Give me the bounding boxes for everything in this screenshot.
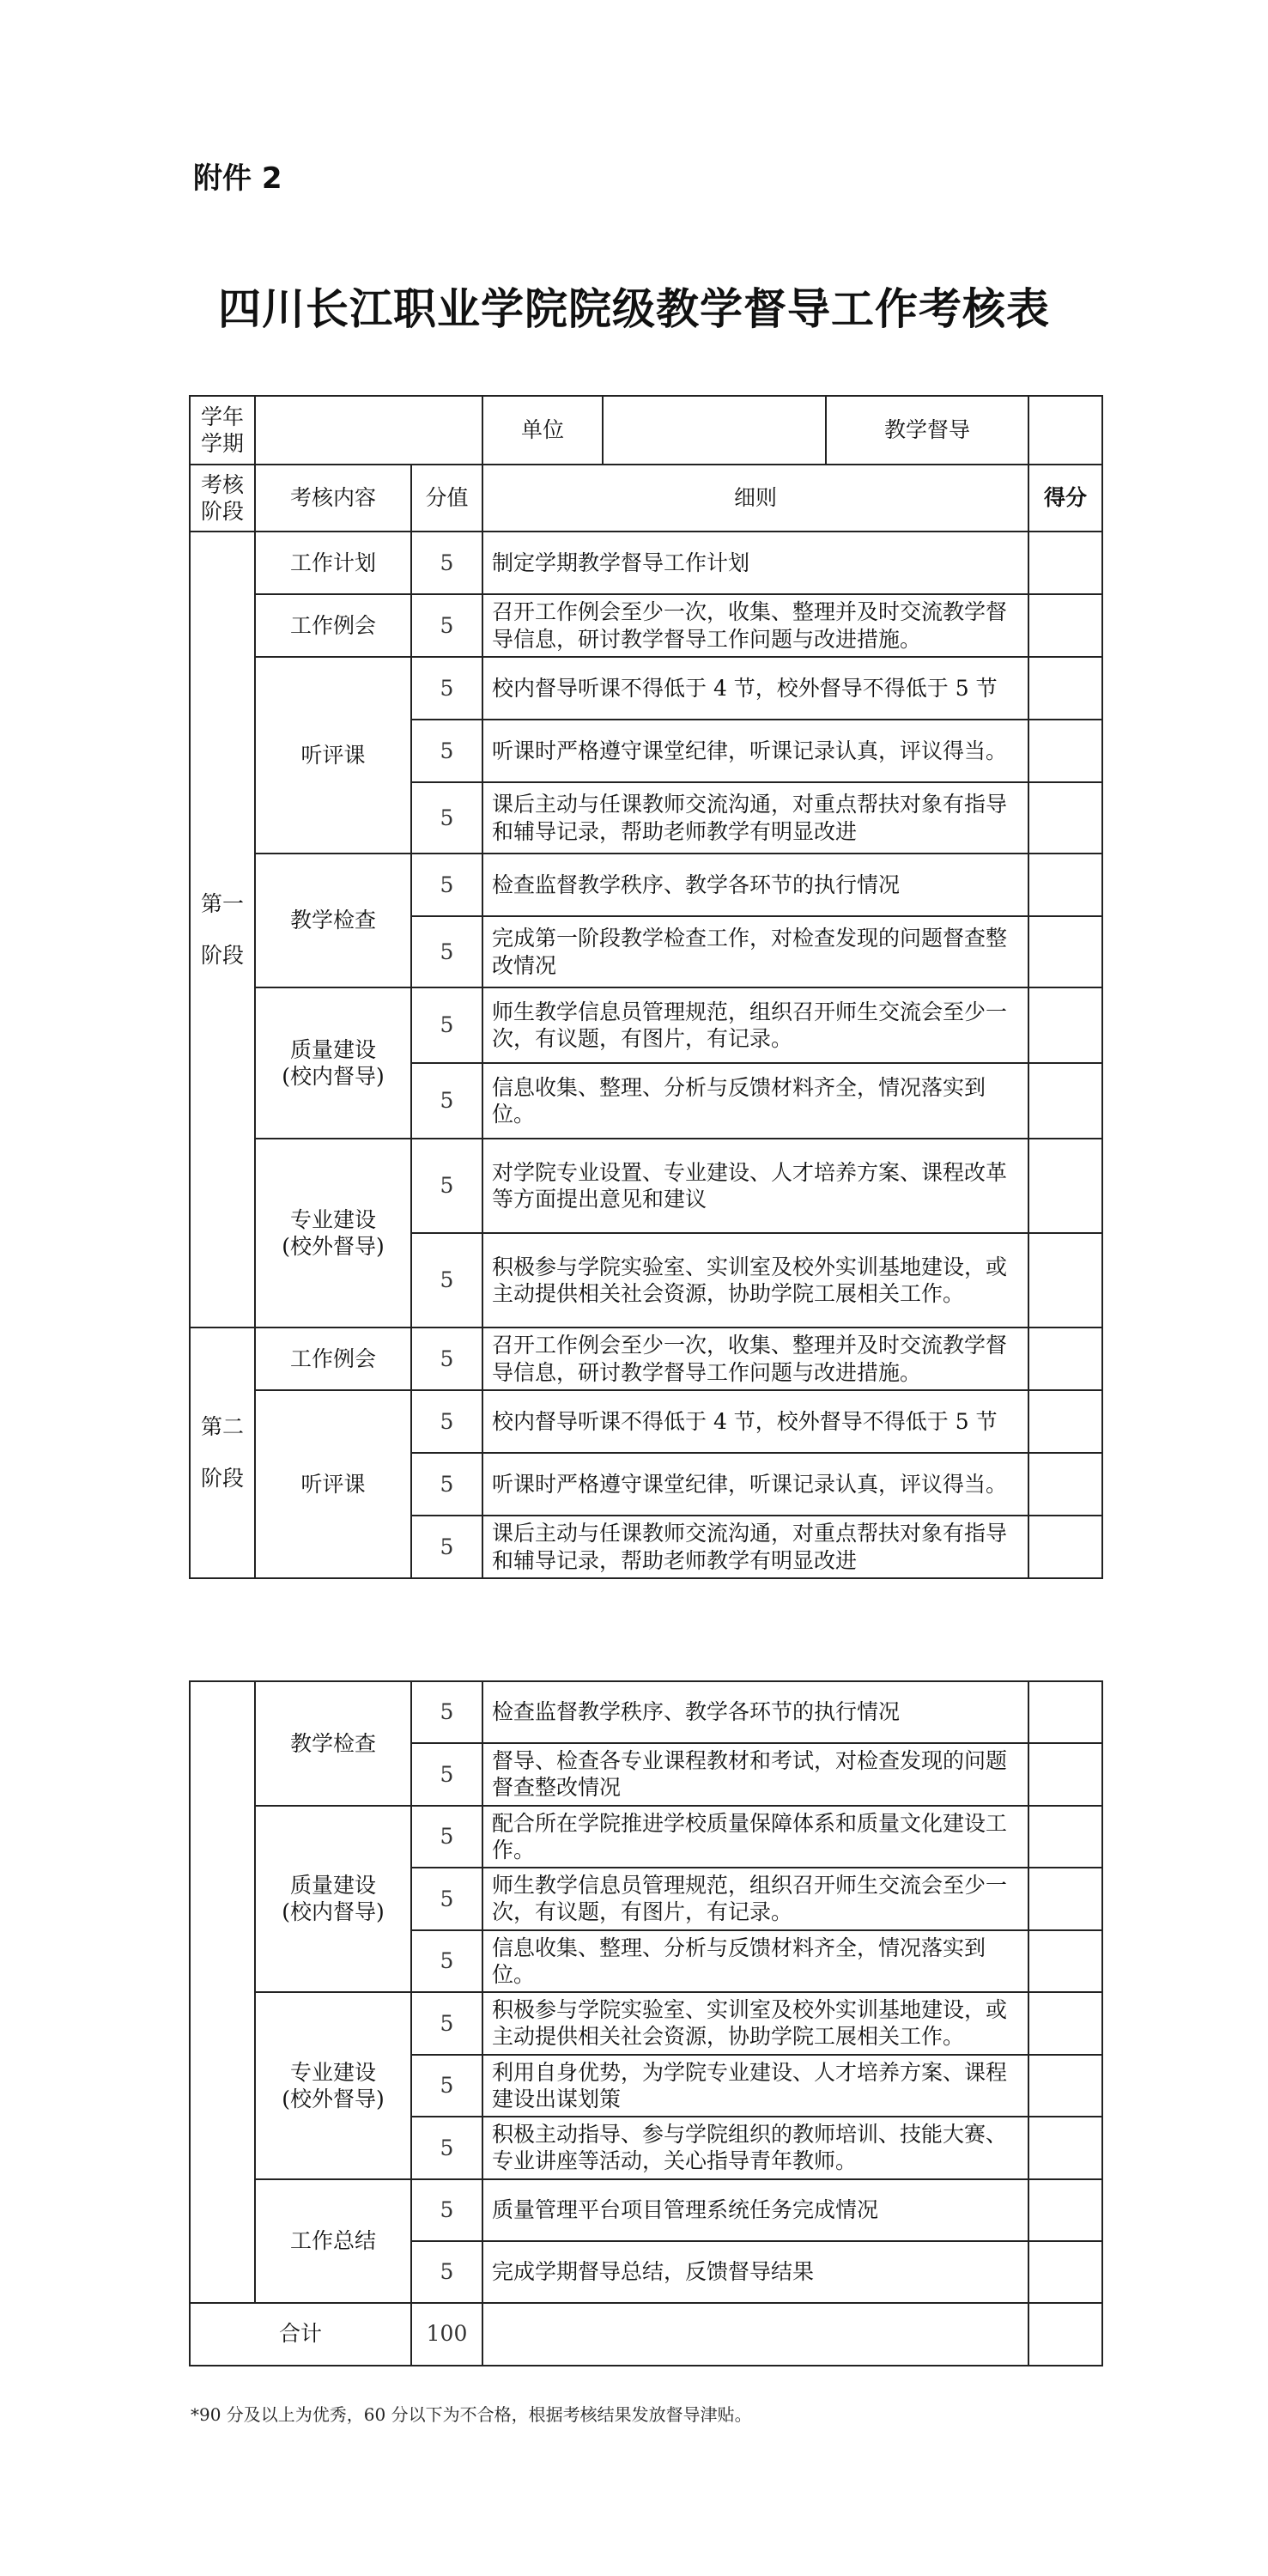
detail-cell: 督导、检查各专业课程教材和考试，对检查发现的问题督查整改情况 [482,1743,1028,1806]
stage-header: 考核 阶段 [190,465,255,532]
detail-cell: 配合所在学院推进学校质量保障体系和质量文化建设工作。 [482,1806,1028,1868]
result-cell[interactable] [1028,2117,1102,2179]
score-cell: 5 [411,594,482,657]
content-cell: 工作例会 [255,594,411,657]
result-cell[interactable] [1028,1139,1102,1233]
table-row [190,532,1102,594]
result-cell[interactable] [1028,657,1102,720]
total-label: 合计 [190,2303,411,2366]
result-cell[interactable] [1028,916,1102,987]
content-cell: 专业建设 (校外督导) [255,1139,411,1327]
detail-cell: 校内督导听课不得低于 4 节，校外督导不得低于 5 节 [482,657,1028,720]
result-header: 得分 [1028,465,1102,532]
score-cell: 5 [411,2117,482,2179]
assessment-table-part1 [189,395,1103,1579]
table-row [190,2179,1102,2241]
score-cell: 5 [411,532,482,594]
result-cell[interactable] [1028,1681,1102,1743]
detail-cell: 积极参与学院实验室、实训室及校外实训基地建设，或主动提供相关社会资源，协助学院工展相关工作。 [482,1233,1028,1327]
term-label: 学年 学期 [190,396,255,465]
result-cell[interactable] [1028,2241,1102,2303]
table-row [190,1327,1102,1390]
score-cell: 5 [411,916,482,987]
supervisor-value-cell[interactable] [1028,396,1102,465]
detail-cell: 召开工作例会至少一次，收集、整理并及时交流教学督导信息，研讨教学督导工作问题与改进措施。 [482,1327,1028,1390]
detail-cell: 积极主动指导、参与学院组织的教师培训、技能大赛、专业讲座等活动，关心指导青年教师。 [482,2117,1028,2179]
detail-cell: 听课时严格遵守课堂纪律，听课记录认真，评议得当。 [482,720,1028,782]
score-cell: 5 [411,1992,482,2055]
total-result-cell[interactable] [1028,2303,1102,2366]
detail-cell: 完成第一阶段教学检查工作，对检查发现的问题督查整改情况 [482,916,1028,987]
detail-cell: 课后主动与任课教师交流沟通，对重点帮扶对象有指导和辅导记录，帮助老师教学有明显改进 [482,782,1028,854]
content-cell: 教学检查 [255,1681,411,1806]
supervisor-label: 教学督导 [826,396,1028,465]
total-score: 100 [411,2303,482,2366]
result-cell[interactable] [1028,1743,1102,1806]
score-cell: 5 [411,657,482,720]
detail-cell: 质量管理平台项目管理系统任务完成情况 [482,2179,1028,2241]
result-cell[interactable] [1028,1233,1102,1327]
score-cell: 5 [411,2055,482,2117]
result-cell[interactable] [1028,1390,1102,1453]
table-row [190,1139,1102,1233]
detail-cell: 召开工作例会至少一次，收集、整理并及时交流教学督导信息，研讨教学督导工作问题与改进措施。 [482,594,1028,657]
assessment-table-part2 [189,1680,1103,2366]
table-row [190,1390,1102,1453]
score-cell: 5 [411,1930,482,1993]
score-cell: 5 [411,987,482,1063]
score-cell: 5 [411,1516,482,1578]
result-cell[interactable] [1028,594,1102,657]
content-cell: 工作总结 [255,2179,411,2303]
detail-cell: 师生教学信息员管理规范，组织召开师生交流会至少一次，有议题，有图片，有记录。 [482,1868,1028,1930]
result-cell[interactable] [1028,1516,1102,1578]
detail-cell: 完成学期督导总结，反馈督导结果 [482,2241,1028,2303]
detail-cell: 信息收集、整理、分析与反馈材料齐全，情况落实到位。 [482,1930,1028,1993]
stage2-continued-cell [190,1681,255,2303]
content-header: 考核内容 [255,465,411,532]
table-row [190,657,1102,720]
table-row [190,594,1102,657]
content-cell: 质量建设 (校内督导) [255,987,411,1139]
detail-cell: 检查监督教学秩序、教学各环节的执行情况 [482,854,1028,916]
table-row [190,1806,1102,1868]
score-cell: 5 [411,1390,482,1453]
score-cell: 5 [411,1806,482,1868]
content-cell: 工作计划 [255,532,411,594]
stage1-label: 第一 阶段 [190,532,255,1327]
detail-cell: 课后主动与任课教师交流沟通，对重点帮扶对象有指导和辅导记录，帮助老师教学有明显改进 [482,1516,1028,1578]
result-cell[interactable] [1028,1063,1102,1139]
score-cell: 5 [411,1868,482,1930]
result-cell[interactable] [1028,720,1102,782]
table-row [190,1681,1102,1743]
score-header: 分值 [411,465,482,532]
result-cell[interactable] [1028,1327,1102,1390]
table-row [190,987,1102,1063]
result-cell[interactable] [1028,2055,1102,2117]
total-detail-cell [482,2303,1028,2366]
result-cell[interactable] [1028,532,1102,594]
detail-cell: 听课时严格遵守课堂纪律，听课记录认真，评议得当。 [482,1453,1028,1516]
unit-value-cell[interactable] [603,396,826,465]
score-cell: 5 [411,1453,482,1516]
detail-cell: 信息收集、整理、分析与反馈材料齐全，情况落实到位。 [482,1063,1028,1139]
result-cell[interactable] [1028,1453,1102,1516]
content-cell: 质量建设 (校内督导) [255,1806,411,1993]
detail-cell: 制定学期教学督导工作计划 [482,532,1028,594]
result-cell[interactable] [1028,1868,1102,1930]
content-cell: 听评课 [255,657,411,854]
detail-cell: 利用自身优势，为学院专业建设、人才培养方案、课程建设出谋划策 [482,2055,1028,2117]
table-row [190,1992,1102,2055]
document-title: 四川长江职业学院院级教学督导工作考核表 [218,284,1050,334]
result-cell[interactable] [1028,782,1102,854]
detail-cell: 校内督导听课不得低于 4 节，校外督导不得低于 5 节 [482,1390,1028,1453]
result-cell[interactable] [1028,854,1102,916]
detail-header: 细则 [482,465,1028,532]
detail-cell: 积极参与学院实验室、实训室及校外实训基地建设，或主动提供相关社会资源，协助学院工展相关工作。 [482,1992,1028,2055]
score-cell: 5 [411,1327,482,1390]
detail-cell: 师生教学信息员管理规范，组织召开师生交流会至少一次，有议题，有图片，有记录。 [482,987,1028,1063]
term-value-cell[interactable] [255,396,482,465]
stage2-label: 第二 阶段 [190,1327,255,1578]
detail-cell: 对学院专业设置、专业建设、人才培养方案、课程改革等方面提出意见和建议 [482,1139,1028,1233]
content-cell: 专业建设 (校外督导) [255,1992,411,2179]
result-cell[interactable] [1028,987,1102,1063]
result-cell[interactable] [1028,1930,1102,1993]
score-cell: 5 [411,854,482,916]
attachment-label: 附件 2 [193,161,282,196]
content-cell: 工作例会 [255,1327,411,1390]
detail-cell: 检查监督教学秩序、教学各环节的执行情况 [482,1681,1028,1743]
content-cell: 教学检查 [255,854,411,987]
score-cell: 5 [411,2179,482,2241]
score-cell: 5 [411,2241,482,2303]
score-cell: 5 [411,1139,482,1233]
score-cell: 5 [411,720,482,782]
score-cell: 5 [411,1743,482,1806]
score-cell: 5 [411,1063,482,1139]
score-cell: 5 [411,782,482,854]
table-row [190,854,1102,916]
score-cell: 5 [411,1233,482,1327]
content-cell: 听评课 [255,1390,411,1578]
footnote: *90 分及以上为优秀，60 分以下为不合格，根据考核结果发放督导津贴。 [191,2404,752,2425]
unit-label: 单位 [482,396,603,465]
result-cell[interactable] [1028,2179,1102,2241]
result-cell[interactable] [1028,1992,1102,2055]
score-cell: 5 [411,1681,482,1743]
total-row [190,2303,1102,2366]
result-cell[interactable] [1028,1806,1102,1868]
